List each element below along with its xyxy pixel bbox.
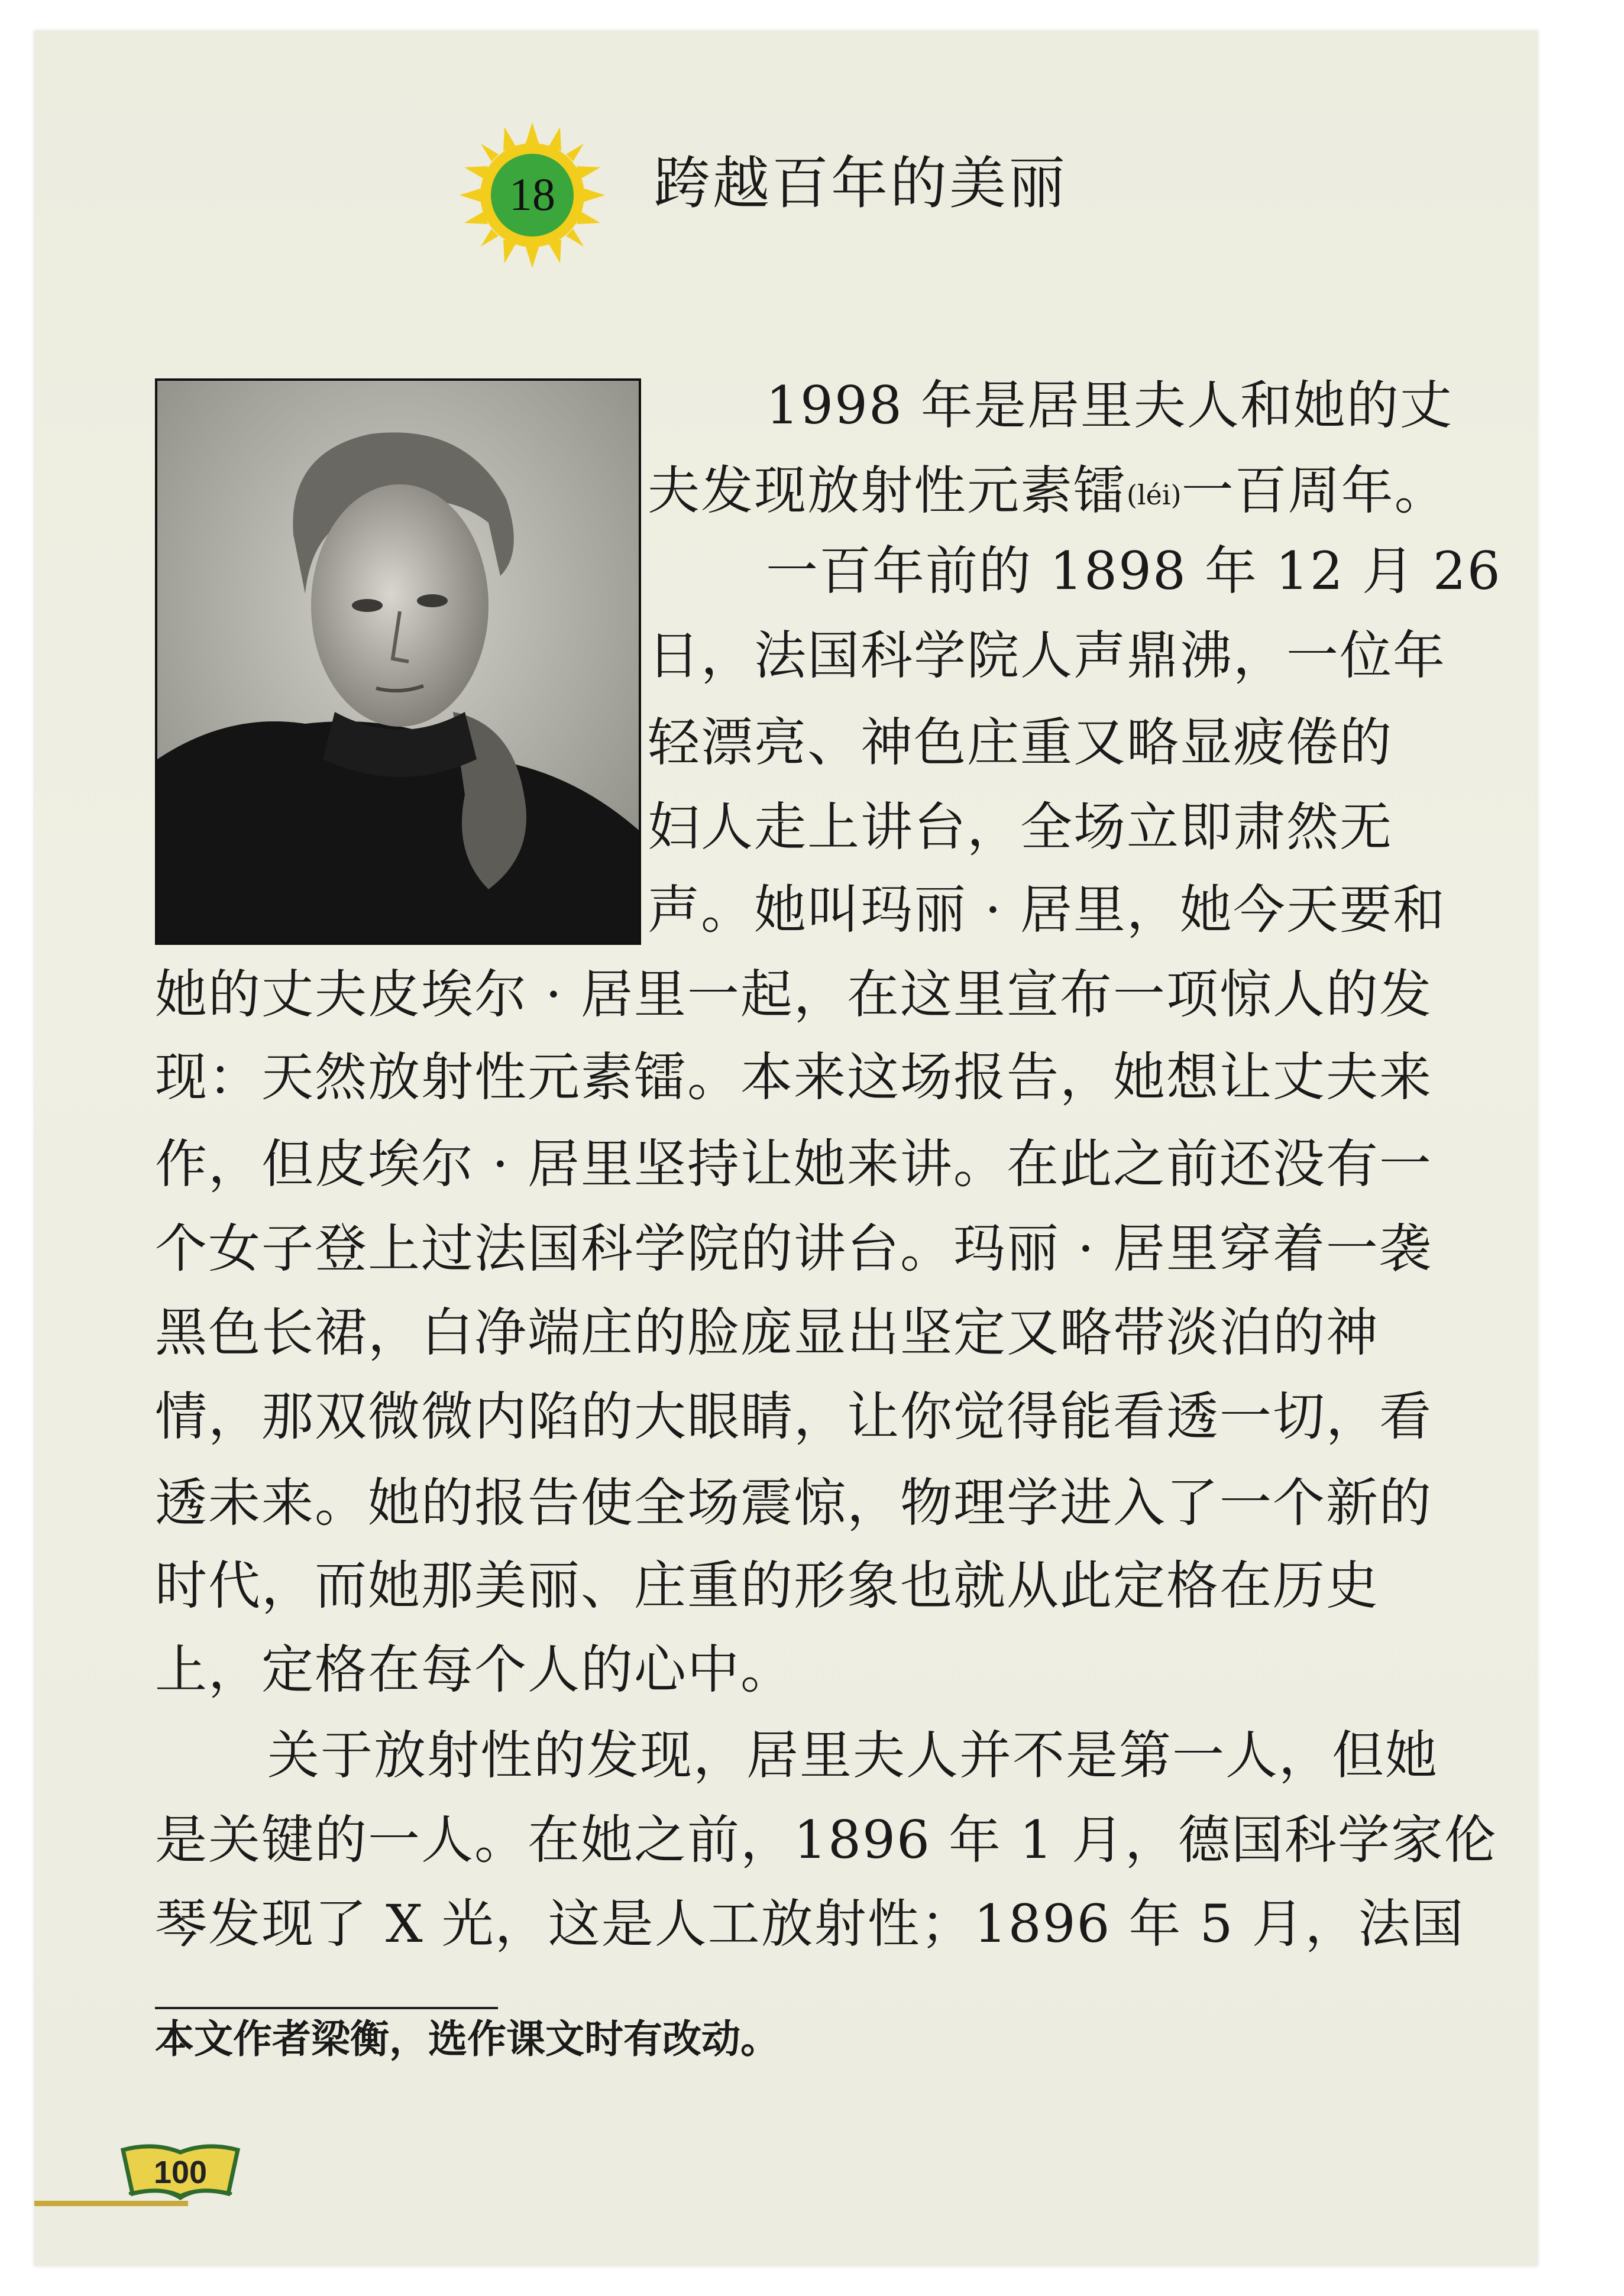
text-line: 个女子登上过法国科学院的讲台。玛丽 · 居里穿着一袭 — [155, 1218, 1432, 1279]
pinyin-annotation: (léi) — [1127, 479, 1182, 511]
text-line: 轻漂亮、神色庄重又略显疲倦的 — [648, 712, 1393, 773]
text-line: 1998 年是居里夫人和她的丈 — [766, 375, 1453, 436]
lesson-title: 跨越百年的美丽 — [654, 150, 1067, 216]
portrait-photo — [155, 378, 641, 945]
page-number-badge — [112, 2139, 248, 2207]
text-line: 琴发现了 X 光，这是人工放射性；1896 年 5 月，法国 — [155, 1893, 1465, 1954]
text-line: 作，但皮埃尔 · 居里坚持让她来讲。在此之前还没有一 — [155, 1134, 1432, 1194]
text-line: 透未来。她的报告使全场震惊，物理学进入了一个新的 — [155, 1472, 1433, 1533]
text-line: 妇人走上讲台，全场立即肃然无 — [648, 796, 1393, 857]
text-line: 时代，而她那美丽、庄重的形象也就从此定格在历史 — [155, 1555, 1380, 1616]
page-number: 100 — [153, 2155, 208, 2190]
text-line: 她的丈夫皮埃尔 · 居里一起，在这里宣布一项惊人的发 — [155, 964, 1432, 1025]
footnote: 本文作者梁衡，选作课文时有改动。 — [155, 2016, 779, 2062]
text-line: 现：天然放射性元素镭。本来这场报告，她想让丈夫来 — [155, 1047, 1433, 1107]
lesson-number-badge — [458, 121, 606, 269]
text-line: 日，法国科学院人声鼎沸，一位年 — [648, 625, 1447, 686]
text-line: 关于放射性的发现，居里夫人并不是第一人，但她 — [267, 1725, 1439, 1786]
text-line: 上，定格在每个人的心中。 — [155, 1639, 794, 1700]
text-line: 黑色长裙，白净端庄的脸庞显出坚定又略带淡泊的神 — [155, 1302, 1380, 1363]
text-line: 夫发现放射性元素镭(léi)一百周年。 — [648, 460, 1448, 521]
text-line: 一百年前的 1898 年 12 月 26 — [766, 540, 1502, 601]
lesson-number: 18 — [509, 169, 555, 220]
text-line: 是关键的一人。在她之前，1896 年 1 月，德国科学家伦 — [155, 1809, 1497, 1870]
text-line: 声。她叫玛丽 · 居里，她今天要和 — [648, 879, 1446, 940]
text-line: 情，那双微微内陷的大眼睛，让你觉得能看透一切，看 — [155, 1386, 1433, 1447]
footnote-divider — [155, 2007, 498, 2009]
